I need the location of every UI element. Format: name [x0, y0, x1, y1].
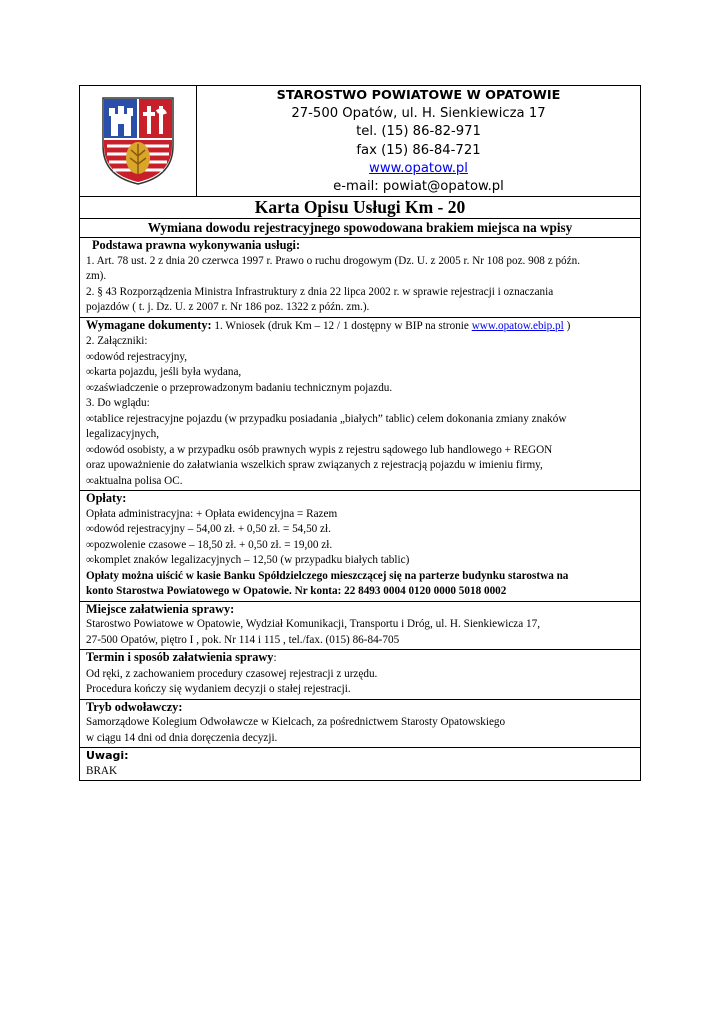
inspection-item: legalizacyjnych,: [86, 428, 159, 440]
inspection-item: ∞tablice rejestracyjne pojazdu (w przypadku posiadania „białych” tablic) celem dokonania zmiany znaków: [86, 412, 567, 425]
documents-first-line: [86, 318, 634, 335]
term-heading-row: [86, 650, 634, 667]
legal-basis-line: zm).: [86, 270, 107, 282]
fee-item: ∞dowód rejestracyjny – 54,00 zł. + 0,50 zł. = 54,50 zł.: [86, 523, 331, 535]
documents-heading: Wymagane dokumenty:: [86, 317, 212, 332]
bank-info: Opłaty można uiścić w kasie Banku Spółdzielczego mieszczącej się na parterze budynku starostwa na: [86, 569, 569, 582]
attachment-item: ∞zaświadczenie o przeprowadzonym badaniu technicznym pojazdu.: [86, 381, 393, 394]
fee-item: ∞komplet znaków legalizacyjnych – 12,50 (w przypadku białych tablic): [86, 554, 410, 566]
notes-section: [80, 748, 640, 780]
place-section: [80, 602, 640, 651]
office-info: [197, 86, 640, 196]
card-header: [80, 86, 640, 197]
office-phone: tel. (15) 86-82-971: [356, 124, 481, 140]
term-heading-colon: :: [273, 652, 277, 664]
coat-of-arms-icon: [99, 94, 177, 188]
inspection-item: ∞aktualna polisa OC.: [86, 474, 183, 487]
documents-section: [80, 318, 640, 492]
office-website-link[interactable]: www.opatow.pl: [369, 160, 468, 176]
bip-link[interactable]: www.opatow.ebip.pl: [471, 319, 564, 332]
service-card: [79, 85, 641, 781]
office-email: e-mail: powiat@opatow.pl: [333, 179, 504, 195]
attachment-item: ∞karta pojazdu, jeśli była wydana,: [86, 366, 242, 378]
crest-cell: [80, 86, 197, 196]
card-title: Karta Opisu Usługi Km - 20: [80, 197, 640, 219]
documents-item-2: 2. Załączniki:: [86, 335, 148, 347]
office-name: STAROSTWO POWIATOWE W OPATOWIE: [276, 88, 561, 103]
card-subtitle: Wymiana dowodu rejestracyjnego spowodowana brakiem miejsca na wpisy: [80, 219, 640, 238]
appeal-section: [80, 700, 640, 749]
place-line: Starostwo Powiatowe w Opatowie, Wydział Komunikacji, Transportu i Dróg, ul. H. Sienkiewicza 17,: [86, 618, 541, 630]
fees-heading: Opłaty:: [86, 491, 127, 505]
term-line: Od ręki, z zachowaniem procedury czasowej rejestracji z urzędu.: [86, 667, 378, 680]
documents-item-1-end: ): [563, 319, 571, 332]
notes-value: BRAK: [86, 764, 118, 777]
legal-basis-heading: Podstawa prawna wykonywania usługi:: [92, 238, 301, 252]
term-heading: Termin i sposób załatwienia sprawy: [86, 650, 274, 664]
appeal-heading: Tryb odwoławczy:: [86, 699, 183, 714]
fee-item: ∞pozwolenie czasowe – 18,50 zł. + 0,50 zł. = 19,00 zł.: [86, 538, 333, 551]
attachment-item: ∞dowód rejestracyjny,: [86, 350, 188, 363]
documents-item-1: 1. Wniosek (druk Km – 12 / 1 dostępny w BIP na stronie: [211, 319, 472, 332]
appeal-line: w ciągu 14 dni od dnia doręczenia decyzji.: [86, 731, 278, 744]
legal-basis-line: 1. Art. 78 ust. 2 z dnia 20 czerwca 1997 r. Prawo o ruchu drogowym (Dz. U. z 2005 r. Nr 108 poz. 908 z późn.: [86, 254, 581, 267]
term-line: Procedura kończy się wydaniem decyzji o stałej rejestracji.: [86, 683, 351, 695]
place-line: 27-500 Opatów, piętro I , pok. Nr 114 i 115 , tel./fax. (015) 86-84-705: [86, 633, 400, 646]
fees-formula: Opłata administracyjna: + Opłata ewidencyjna = Razem: [86, 507, 338, 520]
fees-section: [80, 491, 640, 602]
inspection-item: oraz upoważnienie do załatwiania wszelkich spraw związanych z rejestracją pojazdu w imieniu firmy,: [86, 459, 543, 471]
legal-basis-line: pojazdów ( t. j. Dz. U. z 2007 r. Nr 186 poz. 1322 z późn. zm.).: [86, 301, 370, 313]
inspection-item: ∞dowód osobisty, a w przypadku osób prawnych wypis z rejestru sądowego lub handlowego + REGON: [86, 443, 553, 456]
legal-basis-section: [80, 238, 640, 318]
notes-heading: Uwagi:: [86, 749, 129, 762]
place-heading: Miejsce załatwienia sprawy:: [86, 601, 235, 616]
office-address: 27-500 Opatów, ul. H. Sienkiewicza 17: [291, 106, 546, 122]
documents-item-3: 3. Do wglądu:: [86, 397, 150, 409]
appeal-line: Samorządowe Kolegium Odwoławcze w Kielcach, za pośrednictwem Starosty Opatowskiego: [86, 716, 506, 728]
legal-basis-line: 2. § 43 Rozporządzenia Ministra Infrastruktury z dnia 22 lipca 2002 r. w sprawie rejestracji i oznaczania: [86, 285, 554, 298]
bank-account: konto Starostwa Powiatowego w Opatowie. Nr konta: 22 8493 0004 0120 0000 5018 0002: [86, 585, 507, 597]
term-section: [80, 650, 640, 700]
office-fax: fax (15) 86-84-721: [356, 142, 481, 158]
